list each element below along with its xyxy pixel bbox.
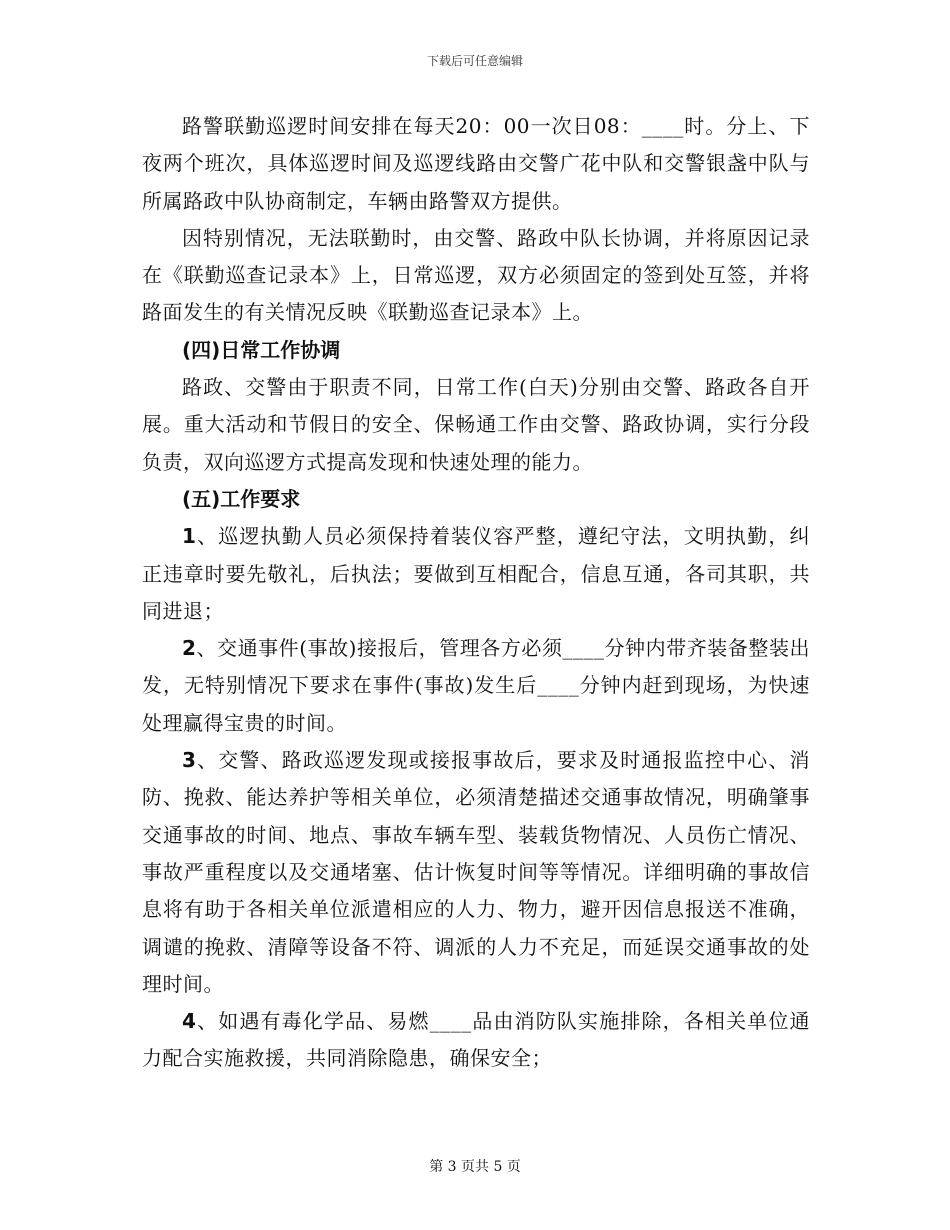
requirement-item-2: [142, 630, 810, 742]
page-footer: 第 3 页共 5 页: [429, 1159, 521, 1175]
requirement-text: 、如遇有毒化学品、易燃____品由消防队实施排除，各相关单位通力配合实施救援，共同消除隐患，确保安全；: [142, 1009, 810, 1071]
document-body: [142, 108, 810, 1078]
paragraph-special-cases: 因特别情况，无法联勤时，由交警、路政中队长协调，并将原因记录在《联勤巡查记录本》上，日常巡逻，双方必须固定的签到处互签，并将路面发生的有关情况反映《联勤巡查记录本》上。: [142, 225, 810, 325]
requirement-number: 1: [182, 524, 197, 549]
requirement-number: 3: [182, 748, 197, 773]
section-heading-requirements: (五)工作要求: [182, 486, 301, 511]
paragraph-daily-coordination: 路政、交警由于职责不同，日常工作(白天)分别由交警、路政各自开展。重大活动和节假日的安全、保畅通工作由交警、路政协调，实行分段负责，双向巡逻方式提高发现和快速处理的能力。: [142, 375, 810, 474]
requirement-item-1: [142, 518, 810, 630]
section-heading-daily-coordination: (四)日常工作协调: [182, 337, 341, 362]
requirement-text: 、交警、路政巡逻发现或接报事故后，要求及时通报监控中心、消防、挽救、能达养护等相关单位，必须清楚描述交通事故情况，明确肇事交通事故的时间、地点、事故车辆车型、装载货物情况、人员伤亡情况、事故严重程度以及交通堵塞、估计恢复时间等等情况。详细明确的事故信息将有助于各相关单位派遣相应的人力、物力，避开因信息报送不准确，调谴的挽救、清障等设备不符、调派的人力不充足，而延误交通事故的处理时间。: [142, 748, 810, 996]
requirement-text: 、巡逻执勤人员必须保持着装仪容严整，遵纪守法，文明执勤，纠正违章时要先敬礼，后执法；要做到互相配合，信息互通，各司其职，共同进退；: [142, 524, 810, 623]
page-header: 下载后可任意编辑: [426, 54, 523, 68]
paragraph-patrol-schedule: 路警联勤巡逻时间安排在每天20：00一次日08：____时。分上、下夜两个班次，具体巡逻时间及巡逻线路由交警广花中队和交警银盏中队与所属路政中队协商制定，车辆由路警双方提供。: [142, 114, 810, 213]
requirement-item-4: [142, 1003, 810, 1078]
requirement-number: 4: [182, 1009, 197, 1034]
requirement-text: 、交通事件(事故)接报后，管理各方必须____分钟内带齐装备整装出发，无特别情况下要求在事件(事故)发生后____分钟内赶到现场，为快速处理赢得宝贵的时间。: [142, 636, 810, 735]
requirement-item-3: [142, 742, 810, 1003]
requirement-number: 2: [182, 636, 197, 661]
